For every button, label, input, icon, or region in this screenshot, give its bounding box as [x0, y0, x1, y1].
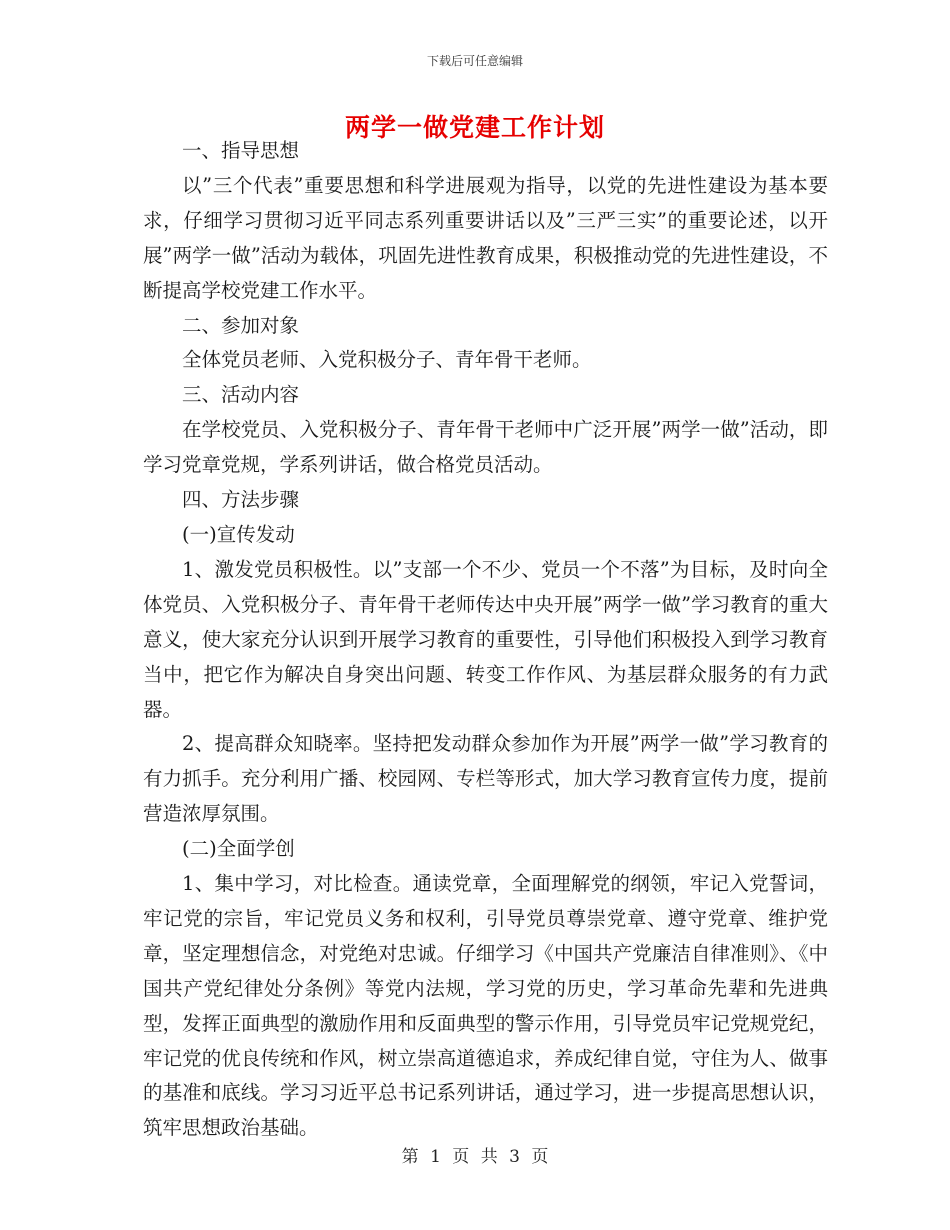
- paragraph: 在学校党员、入党积极分子、青年骨干老师中广泛开展”两学一做”活动，即学习党章党规，学系列讲话，做合格党员活动。: [143, 418, 828, 477]
- paragraph: 2、提高群众知晓率。坚持把发动群众参加作为开展”两学一做”学习教育的有力抓手。充分利用广播、校园网、专栏等形式，加大学习教育宣传力度，提前营造浓厚氛围。: [143, 732, 828, 826]
- page-footer: 第 1 页 共 3 页: [401, 1147, 549, 1167]
- page-header: 下载后可任意编辑: [426, 54, 523, 68]
- section-heading: 四、方法步骤: [182, 488, 300, 512]
- subsection-heading: (一)宣传发动: [182, 522, 295, 546]
- section-heading: 一、指导思想: [182, 139, 300, 162]
- document-body: [143, 134, 828, 1146]
- paragraph: 1、激发党员积极性。以”支部一个不少、党员一个不落”为目标，及时向全体党员、入党积极分子、青年骨干老师传达中央开展”两学一做”学习教育的重大意义，使大家充分认识到开展学习教育的重要性，引导他们积极投入到学习教育当中，把它作为解决自身突出问题、转变工作作风、为基层群众服务的有力武器。: [143, 557, 828, 721]
- paragraph: 1、集中学习，对比检查。通读党章，全面理解党的纲领，牢记入党誓词，牢记党的宗旨，牢记党员义务和权利，引导党员尊崇党章、遵守党章、维护党章，坚定理想信念，对党绝对忠诚。仔细学习《中国共产党廉洁自律准则》、《中国共产党纪律处分条例》等党内法规，学习党的历史，学习革命先辈和先进典型，发挥正面典型的激励作用和反面典型的警示作用，引导党员牢记党规党纪，牢记党的优良传统和作风，树立崇高道德追求，养成纪律自觉，守住为人、做事的基准和底线。学习习近平总书记系列讲话，通过学习，进一步提高思想认识，筑牢思想政治基础。: [143, 872, 828, 1140]
- document-title: 两学一做党建工作计划: [344, 113, 605, 142]
- section-heading: 二、参加对象: [182, 313, 300, 337]
- section-heading: 三、活动内容: [182, 383, 300, 407]
- paragraph: 以”三个代表”重要思想和科学进展观为指导，以党的先进性建设为基本要求，仔细学习贯彻习近平同志系列重要讲话以及”三严三实”的重要论述，以开展”两学一做”活动为载体，巩固先进性教育成果，积极推动党的先进性建设，不断提高学校党建工作水平。: [143, 173, 828, 302]
- paragraph: 全体党员老师、入党积极分子、青年骨干老师。: [182, 348, 592, 372]
- subsection-heading: (二)全面学创: [182, 837, 295, 861]
